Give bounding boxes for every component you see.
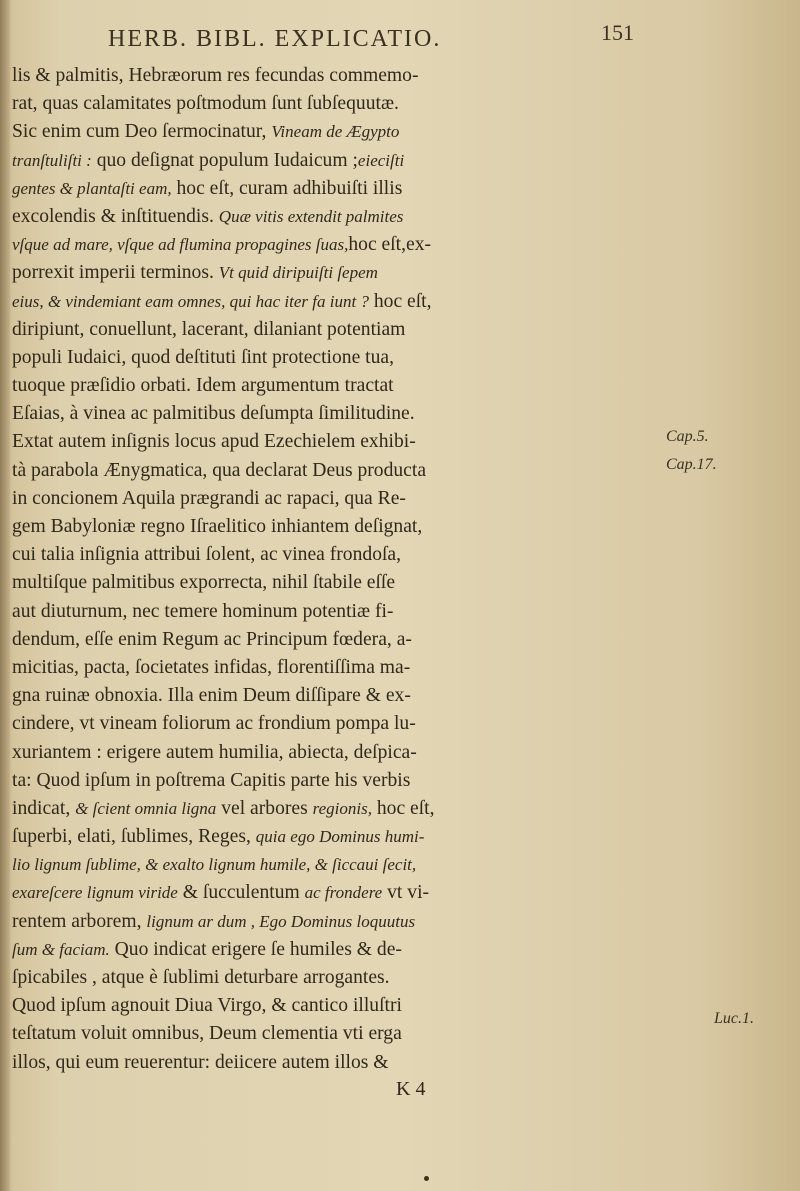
text-run: cindere, vt vineam foliorum ac frondium pompa lu- (12, 713, 416, 735)
text-line (12, 231, 652, 259)
body-text (12, 62, 652, 1077)
text-run: tà parabola Ænygmatica, qua declarat Deus producta (12, 459, 427, 481)
italic-quote: ac frondere (304, 883, 383, 903)
italic-quote: lignum ar dum , Ego Dominus loquutus (146, 911, 416, 931)
text-run: hoc eſt, curam adhibuiſti illis (171, 177, 403, 199)
text-run: xuriantem : erigere autem humilia, abiecta, deſpica- (12, 741, 417, 763)
italic-quote: tranſtuliſti : (12, 150, 92, 170)
italic-quote: Vineam de Ægypto (271, 122, 400, 142)
italic-quote: ſum & faciam. (12, 939, 110, 959)
italic-quote: & ſcient omnia ligna (75, 798, 217, 818)
text-line (12, 851, 652, 879)
text-run: teſtatum voluit omnibus, Deum clementia vti erga (12, 1023, 402, 1045)
text-line (12, 513, 652, 541)
text-line (12, 62, 652, 90)
text-line (12, 908, 652, 936)
running-head: HERB. BIBL. EXPLICATIO. (108, 26, 442, 52)
text-line (12, 428, 652, 456)
text-run: Quod ipſum agnouit Diua Virgo, & cantico illuſtri (12, 995, 402, 1017)
text-run: ſuperbi, elati, ſublimes, Reges, (12, 826, 256, 848)
text-run: Sic enim cum Deo ſermocinatur, (12, 121, 272, 143)
margin-note-cap-17: Cap.17. (666, 456, 717, 473)
italic-quote: Quæ vitis extendit palmites (218, 206, 404, 226)
text-line (12, 992, 652, 1020)
text-run: gna ruinæ obnoxia. Illa enim Deum diſſipare & ex- (12, 685, 411, 707)
text-run: porrexit imperii terminos. (12, 262, 219, 284)
margin-note-cap-5: Cap.5. (666, 428, 709, 445)
text-line (12, 203, 652, 231)
text-line (12, 457, 652, 485)
italic-quote: lio lignum ſublime, & exalto lignum humile, & ſiccaui ſecit, (12, 855, 417, 875)
page-number: 151 (601, 20, 634, 45)
text-line (12, 541, 652, 569)
text-line (12, 626, 652, 654)
text-line (12, 598, 652, 626)
margin-note-luc-1: Luc.1. (714, 1010, 754, 1027)
text-run: excolendis & inſtituendis. (12, 205, 219, 227)
text-line (12, 654, 652, 682)
text-run: ſpicabiles , atque è ſublimi deturbare arrogantes. (12, 967, 390, 988)
text-run: cui talia inſignia attribui ſolent, ac vinea frondoſa, (12, 544, 402, 566)
text-line (12, 710, 652, 738)
text-run: Extat autem inſignis locus apud Ezechielem exhibi- (12, 431, 416, 453)
italic-quote: eius, & vindemiant eam omnes, qui hac iter fa iunt ? (12, 291, 369, 311)
text-line (12, 964, 652, 992)
text-run: multiſque palmitibus exporrecta, nihil ſtabile eſſe (12, 572, 396, 594)
text-line (12, 344, 652, 372)
text-run: hoc eſt, (371, 797, 435, 819)
text-run: vel arbores (216, 797, 313, 819)
text-run: lis & palmitis, Hebræorum res fecundas commemo- (12, 65, 419, 86)
text-run: populi Iudaici, quod deſtituti ſint protectione tua, (12, 346, 395, 368)
text-line (12, 400, 652, 428)
text-run: rentem arborem, (12, 910, 147, 932)
text-run: quo deſignat populum Iudaicum ; (91, 149, 358, 171)
page-header (108, 20, 634, 60)
text-line (12, 288, 652, 316)
text-line (12, 767, 652, 795)
text-run: in concionem Aquila prægrandi ac rapaci, qua Re- (12, 487, 406, 509)
text-line (12, 936, 652, 964)
text-run: hoc eſt, (368, 290, 432, 312)
text-run: rat, quas calamitates poſtmodum ſunt ſubſequutæ. (12, 93, 399, 115)
text-line (12, 569, 652, 597)
text-line (12, 739, 652, 767)
text-run: & ſucculentum (177, 882, 305, 904)
text-run: indicat, (12, 797, 76, 819)
text-run: vt vi- (382, 882, 430, 904)
text-run: gem Babyloniæ regno Iſraelitico inhiantem deſignat, (12, 516, 423, 537)
text-line (12, 1020, 652, 1048)
text-run: Eſaias, à vinea ac palmitibus deſumpta ſimilitudine. (12, 403, 415, 425)
text-run: aut diuturnum, nec temere hominum potentiæ fi- (12, 600, 394, 622)
italic-quote: gentes & plantaſti eam, (12, 178, 172, 198)
text-line (12, 1049, 652, 1077)
text-run: tuoque præſidio orbati. Idem argumentum tractat (12, 375, 394, 397)
text-line (12, 485, 652, 513)
text-line (12, 316, 652, 344)
text-line (12, 175, 652, 203)
text-line (12, 90, 652, 118)
text-run: ta: Quod ipſum in poſtrema Capitis parte his verbis (12, 769, 411, 791)
text-line (12, 372, 652, 400)
text-run: Quo indicat erigere ſe humiles & de- (109, 938, 402, 960)
text-run: illos, qui eum reuerentur: deiicere autem illos & (12, 1051, 389, 1073)
text-run: hoc eſt,ex- (348, 234, 432, 256)
binding-gutter (0, 0, 10, 1191)
italic-quote: vſque ad mare, vſque ad flumina propagines ſuas, (12, 235, 349, 255)
text-run: dendum, eſſe enim Regum ac Principum fœdera, a- (12, 628, 412, 650)
italic-quote: regionis, (312, 798, 372, 818)
text-line (12, 879, 652, 907)
text-line (12, 259, 652, 287)
text-line (12, 795, 652, 823)
text-line (12, 823, 652, 851)
italic-quote: exareſcere lignum viride (12, 883, 178, 903)
italic-quote: quia ego Dominus humi- (255, 827, 425, 847)
text-run: diripiunt, conuellunt, lacerant, dilaniant potentiam (12, 318, 406, 340)
text-run: micitias, pacta, ſocietates infidas, florentiſſima ma- (12, 656, 411, 678)
signature-mark: K 4 (396, 1078, 426, 1100)
italic-quote: Vt quid diripuiſti ſepem (218, 263, 378, 283)
italic-quote: eieciſti (357, 150, 405, 170)
text-line (12, 682, 652, 710)
text-line (12, 118, 652, 146)
ink-spot (424, 1176, 429, 1181)
text-line (12, 147, 652, 175)
